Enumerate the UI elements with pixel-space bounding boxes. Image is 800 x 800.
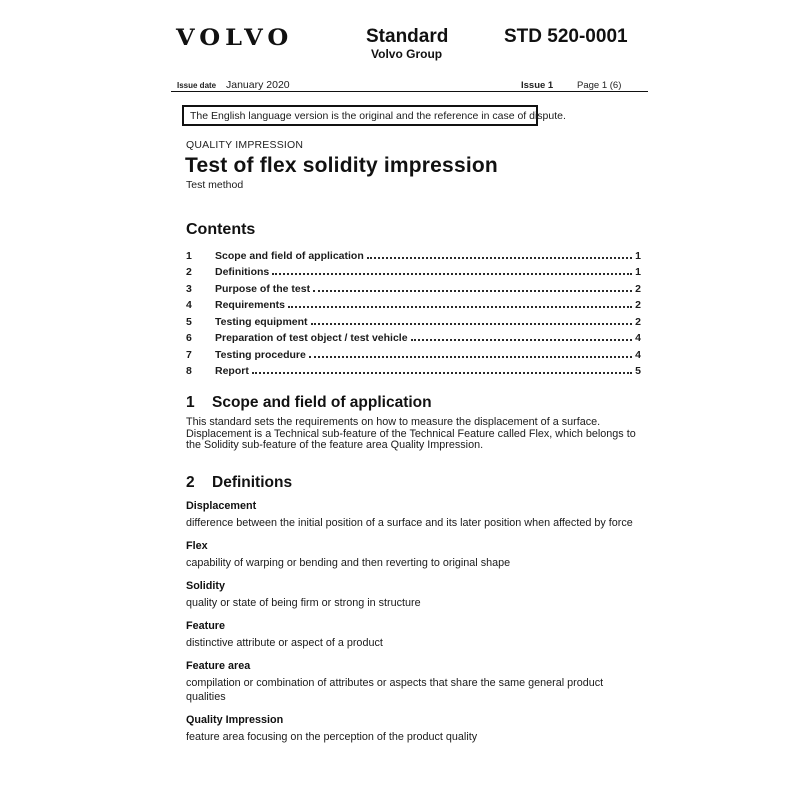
toc-entry	[186, 344, 641, 361]
toc-entry-page: 2	[635, 315, 641, 328]
language-notice-box	[182, 105, 566, 126]
volvo-logo: VOLVO	[176, 24, 294, 51]
toc-entry	[186, 328, 641, 345]
page-number: Page 1 (6)	[577, 80, 622, 91]
definition-term: Quality Impression	[186, 714, 284, 726]
definition-term: Displacement	[186, 500, 257, 512]
issue-date-label: Issue date	[177, 81, 217, 90]
toc-entry-number: 3	[186, 282, 192, 295]
definition-text: difference between the initial position of a surface and its later position when affected by force	[186, 517, 633, 529]
definition-text: capability of warping or bending and then reverting to original shape	[186, 557, 511, 569]
toc-entry-number: 2	[186, 266, 192, 278]
toc-entry-page: 2	[635, 282, 641, 295]
document-page	[170, 0, 650, 800]
document-subtitle: Test method	[186, 179, 244, 191]
section-1-heading	[186, 394, 432, 412]
definition-term: Flex	[186, 540, 208, 552]
definition-text: feature area focusing on the perception of the product quality	[186, 731, 478, 743]
definition-item	[186, 539, 641, 570]
toc-entry-page: 4	[635, 348, 641, 361]
section-1-number: 1	[186, 394, 195, 411]
toc-dot-leader	[309, 356, 632, 358]
toc-entry-number: 6	[186, 332, 192, 344]
toc-dot-leader	[411, 339, 633, 341]
toc-entry-title: Testing procedure	[215, 348, 306, 361]
org-name: Volvo Group	[371, 47, 443, 61]
toc-dot-leader	[252, 372, 632, 374]
toc-entry	[186, 295, 641, 312]
issue-number: Issue 1	[521, 80, 554, 91]
header-divider	[171, 91, 648, 92]
toc-entry-title: Requirements	[215, 299, 286, 311]
contents-heading: Contents	[186, 221, 256, 238]
toc-entry-number: 8	[186, 365, 192, 377]
toc-entry	[186, 361, 641, 378]
section-1-paragraph: This standard sets the requirements on how to measure the displacement of a surface. Displacement is a Technical sub-feature of the Technical Feature called Flex, which belongs to the Solidity sub-feature of the feature area Quality Impression.	[186, 416, 636, 452]
document-title: Test of flex solidity impression	[185, 154, 498, 177]
toc-dot-leader	[313, 290, 632, 292]
toc-entry-page: 2	[635, 299, 641, 311]
toc-entry	[186, 262, 641, 279]
section-2-number: 2	[186, 474, 195, 491]
definitions-list	[186, 499, 641, 753]
table-of-contents	[186, 245, 641, 377]
toc-entry-page: 1	[635, 266, 641, 278]
definition-text: distinctive attribute or aspect of a product	[186, 637, 383, 649]
doc-type-heading: Standard	[366, 26, 449, 47]
definition-item	[186, 713, 641, 744]
toc-entry	[186, 245, 641, 262]
issue-date-value: January 2020	[226, 79, 290, 91]
toc-entry-title: Preparation of test object / test vehicle	[215, 332, 408, 344]
definition-item	[186, 619, 641, 650]
toc-entry-title: Purpose of the test	[215, 282, 311, 295]
section-1-title: Scope and field of application	[212, 394, 432, 411]
toc-dot-leader	[367, 257, 632, 259]
toc-entry-title: Report	[215, 365, 249, 377]
language-notice-text: The English language version is the original and the reference in case of dispute.	[190, 109, 566, 122]
toc-entry-number: 1	[186, 249, 192, 262]
definition-item	[186, 659, 641, 704]
toc-dot-leader	[272, 273, 632, 275]
toc-entry-title: Testing equipment	[215, 315, 308, 328]
definition-term: Feature area	[186, 660, 251, 672]
toc-entry-title: Definitions	[215, 266, 270, 278]
toc-entry-number: 4	[186, 299, 192, 311]
toc-dot-leader	[288, 306, 632, 308]
section-2-heading	[186, 474, 292, 492]
definition-text: quality or state of being firm or strong in structure	[186, 597, 421, 609]
toc-entry-title: Scope and field of application	[215, 249, 364, 262]
definition-term: Solidity	[186, 580, 225, 592]
toc-entry-page: 5	[635, 365, 641, 377]
toc-entry-number: 5	[186, 315, 192, 328]
definition-item	[186, 499, 641, 530]
toc-entry	[186, 311, 641, 328]
doc-number: STD 520-0001	[504, 26, 628, 47]
toc-dot-leader	[311, 323, 633, 325]
definition-item	[186, 579, 641, 610]
toc-entry-page: 4	[635, 332, 641, 344]
toc-entry-number: 7	[186, 348, 192, 361]
feature-area-label: QUALITY IMPRESSION	[186, 139, 304, 151]
definition-text: compilation or combination of attributes or aspects that share the same general product qualities	[186, 677, 604, 703]
section-2-title: Definitions	[212, 474, 293, 491]
definition-term: Feature	[186, 620, 226, 632]
toc-entry-page: 1	[635, 249, 641, 262]
toc-entry	[186, 278, 641, 295]
